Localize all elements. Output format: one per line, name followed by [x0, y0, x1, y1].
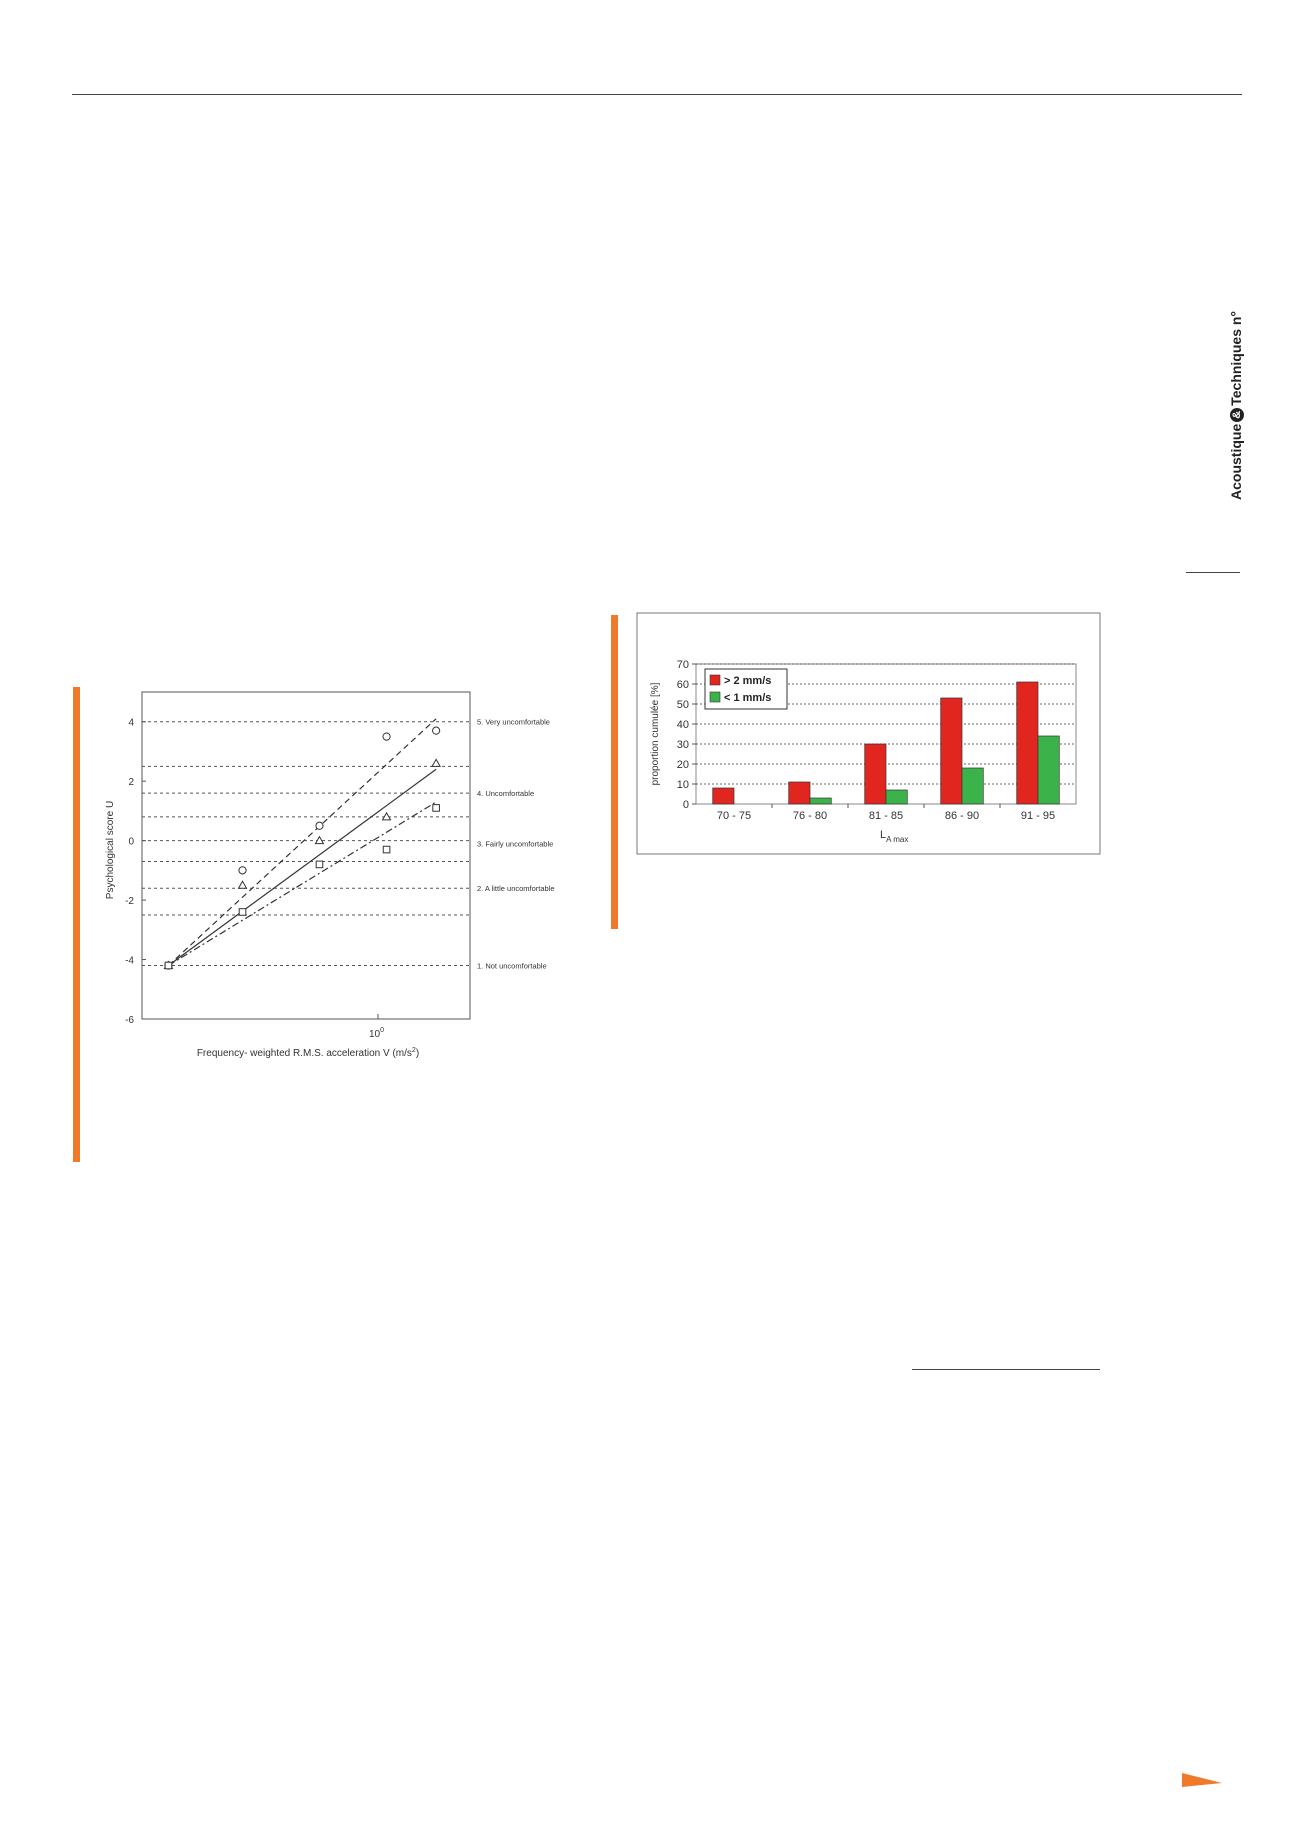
- bar-gt-2mms: [789, 782, 810, 804]
- y-tick-label: 40: [676, 719, 689, 731]
- data-point-square: [316, 861, 323, 868]
- data-point-circle: [433, 727, 440, 734]
- fit-line-square: [168, 802, 436, 966]
- y-tick-label: 0: [682, 799, 689, 811]
- bar-gt-2mms: [865, 744, 886, 804]
- x-tick-label: 91 - 95: [1020, 810, 1056, 822]
- y-tick-label: 30: [676, 739, 689, 751]
- y-tick-label: 2: [128, 777, 134, 789]
- x-tick-label: $10^0$: [369, 1027, 385, 1040]
- legend-swatch-red: [710, 675, 720, 685]
- journal-name-part2: Techniques n°: [1228, 310, 1244, 406]
- header-rule: [72, 94, 1242, 95]
- side-rule: [1186, 572, 1240, 573]
- fit-line-triangle: [168, 769, 436, 965]
- y-tick-label: 0: [128, 836, 134, 848]
- y-tick-label: -2: [125, 896, 134, 908]
- x-axis-label: Frequency- weighted R.M.S. acceleration V $(m/s^2)$: [196, 1047, 420, 1059]
- y-tick-label: 60: [676, 679, 689, 691]
- y-tick-label: 20: [676, 759, 689, 771]
- y-axis-label: proportion cumulée [%]: [650, 682, 661, 786]
- bar-gt-2mms: [713, 788, 734, 804]
- figure-left-chart: [95, 690, 580, 1070]
- bar-lt-1mms: [886, 790, 907, 804]
- data-point-square: [239, 909, 246, 916]
- comfort-category-label: 5. Very uncomfortable: [477, 717, 550, 727]
- comfort-category-label: 2. A little uncomfortable: [477, 884, 555, 894]
- data-point-circle: [316, 822, 323, 829]
- journal-name-part1: Acoustique: [1228, 423, 1244, 500]
- bar-gt-2mms: [941, 698, 962, 804]
- y-tick-label: -6: [125, 1015, 134, 1026]
- comfort-category-label: 1. Not uncomfortable: [477, 961, 547, 971]
- y-tick-label: -4: [125, 955, 134, 967]
- x-tick-label: 70 - 75: [716, 810, 752, 822]
- page-corner-arrow-icon: [1182, 1773, 1222, 1787]
- x-axis-label: $L_{A max}$: [880, 829, 909, 844]
- footnote-rule: [912, 1369, 1100, 1370]
- fit-line-circle: [168, 719, 436, 966]
- comfort-category-label: 3. Fairly uncomfortable: [477, 839, 554, 849]
- x-tick-label: 81 - 85: [868, 810, 904, 822]
- bar-gt-2mms: [1017, 682, 1038, 804]
- data-point-square: [383, 846, 390, 853]
- plot-frame: [142, 692, 470, 1019]
- y-tick-label: 50: [676, 699, 689, 711]
- y-tick-label: 70: [676, 659, 689, 671]
- figure-left-accent-bar: [73, 687, 80, 1162]
- data-point-triangle: [432, 759, 440, 766]
- bar-lt-1mms: [1038, 736, 1059, 804]
- legend: [705, 669, 787, 709]
- ampersand-icon: &: [1230, 408, 1244, 422]
- legend-label-series-2: < 1 mm/s: [724, 692, 772, 704]
- y-axis-label: Psychological score U: [105, 800, 116, 900]
- bar-lt-1mms: [810, 798, 831, 804]
- legend-label-series-1: > 2 mm/s: [724, 675, 772, 687]
- data-point-circle: [383, 733, 390, 740]
- data-point-square: [165, 962, 172, 969]
- figure-right-chart: [636, 612, 1106, 858]
- comfort-category-label: 4. Uncomfortable: [477, 789, 535, 799]
- data-point-square: [433, 805, 440, 812]
- x-tick-label: 76 - 80: [792, 810, 828, 822]
- data-point-circle: [239, 867, 246, 874]
- y-tick-label: 4: [128, 717, 134, 729]
- data-point-triangle: [315, 837, 323, 844]
- x-tick-label: 86 - 90: [944, 810, 980, 822]
- figure-right-accent-bar: [611, 615, 618, 929]
- bar-lt-1mms: [962, 768, 983, 804]
- legend-swatch-green: [710, 692, 720, 702]
- data-point-triangle: [239, 881, 247, 888]
- y-tick-label: 10: [676, 779, 689, 791]
